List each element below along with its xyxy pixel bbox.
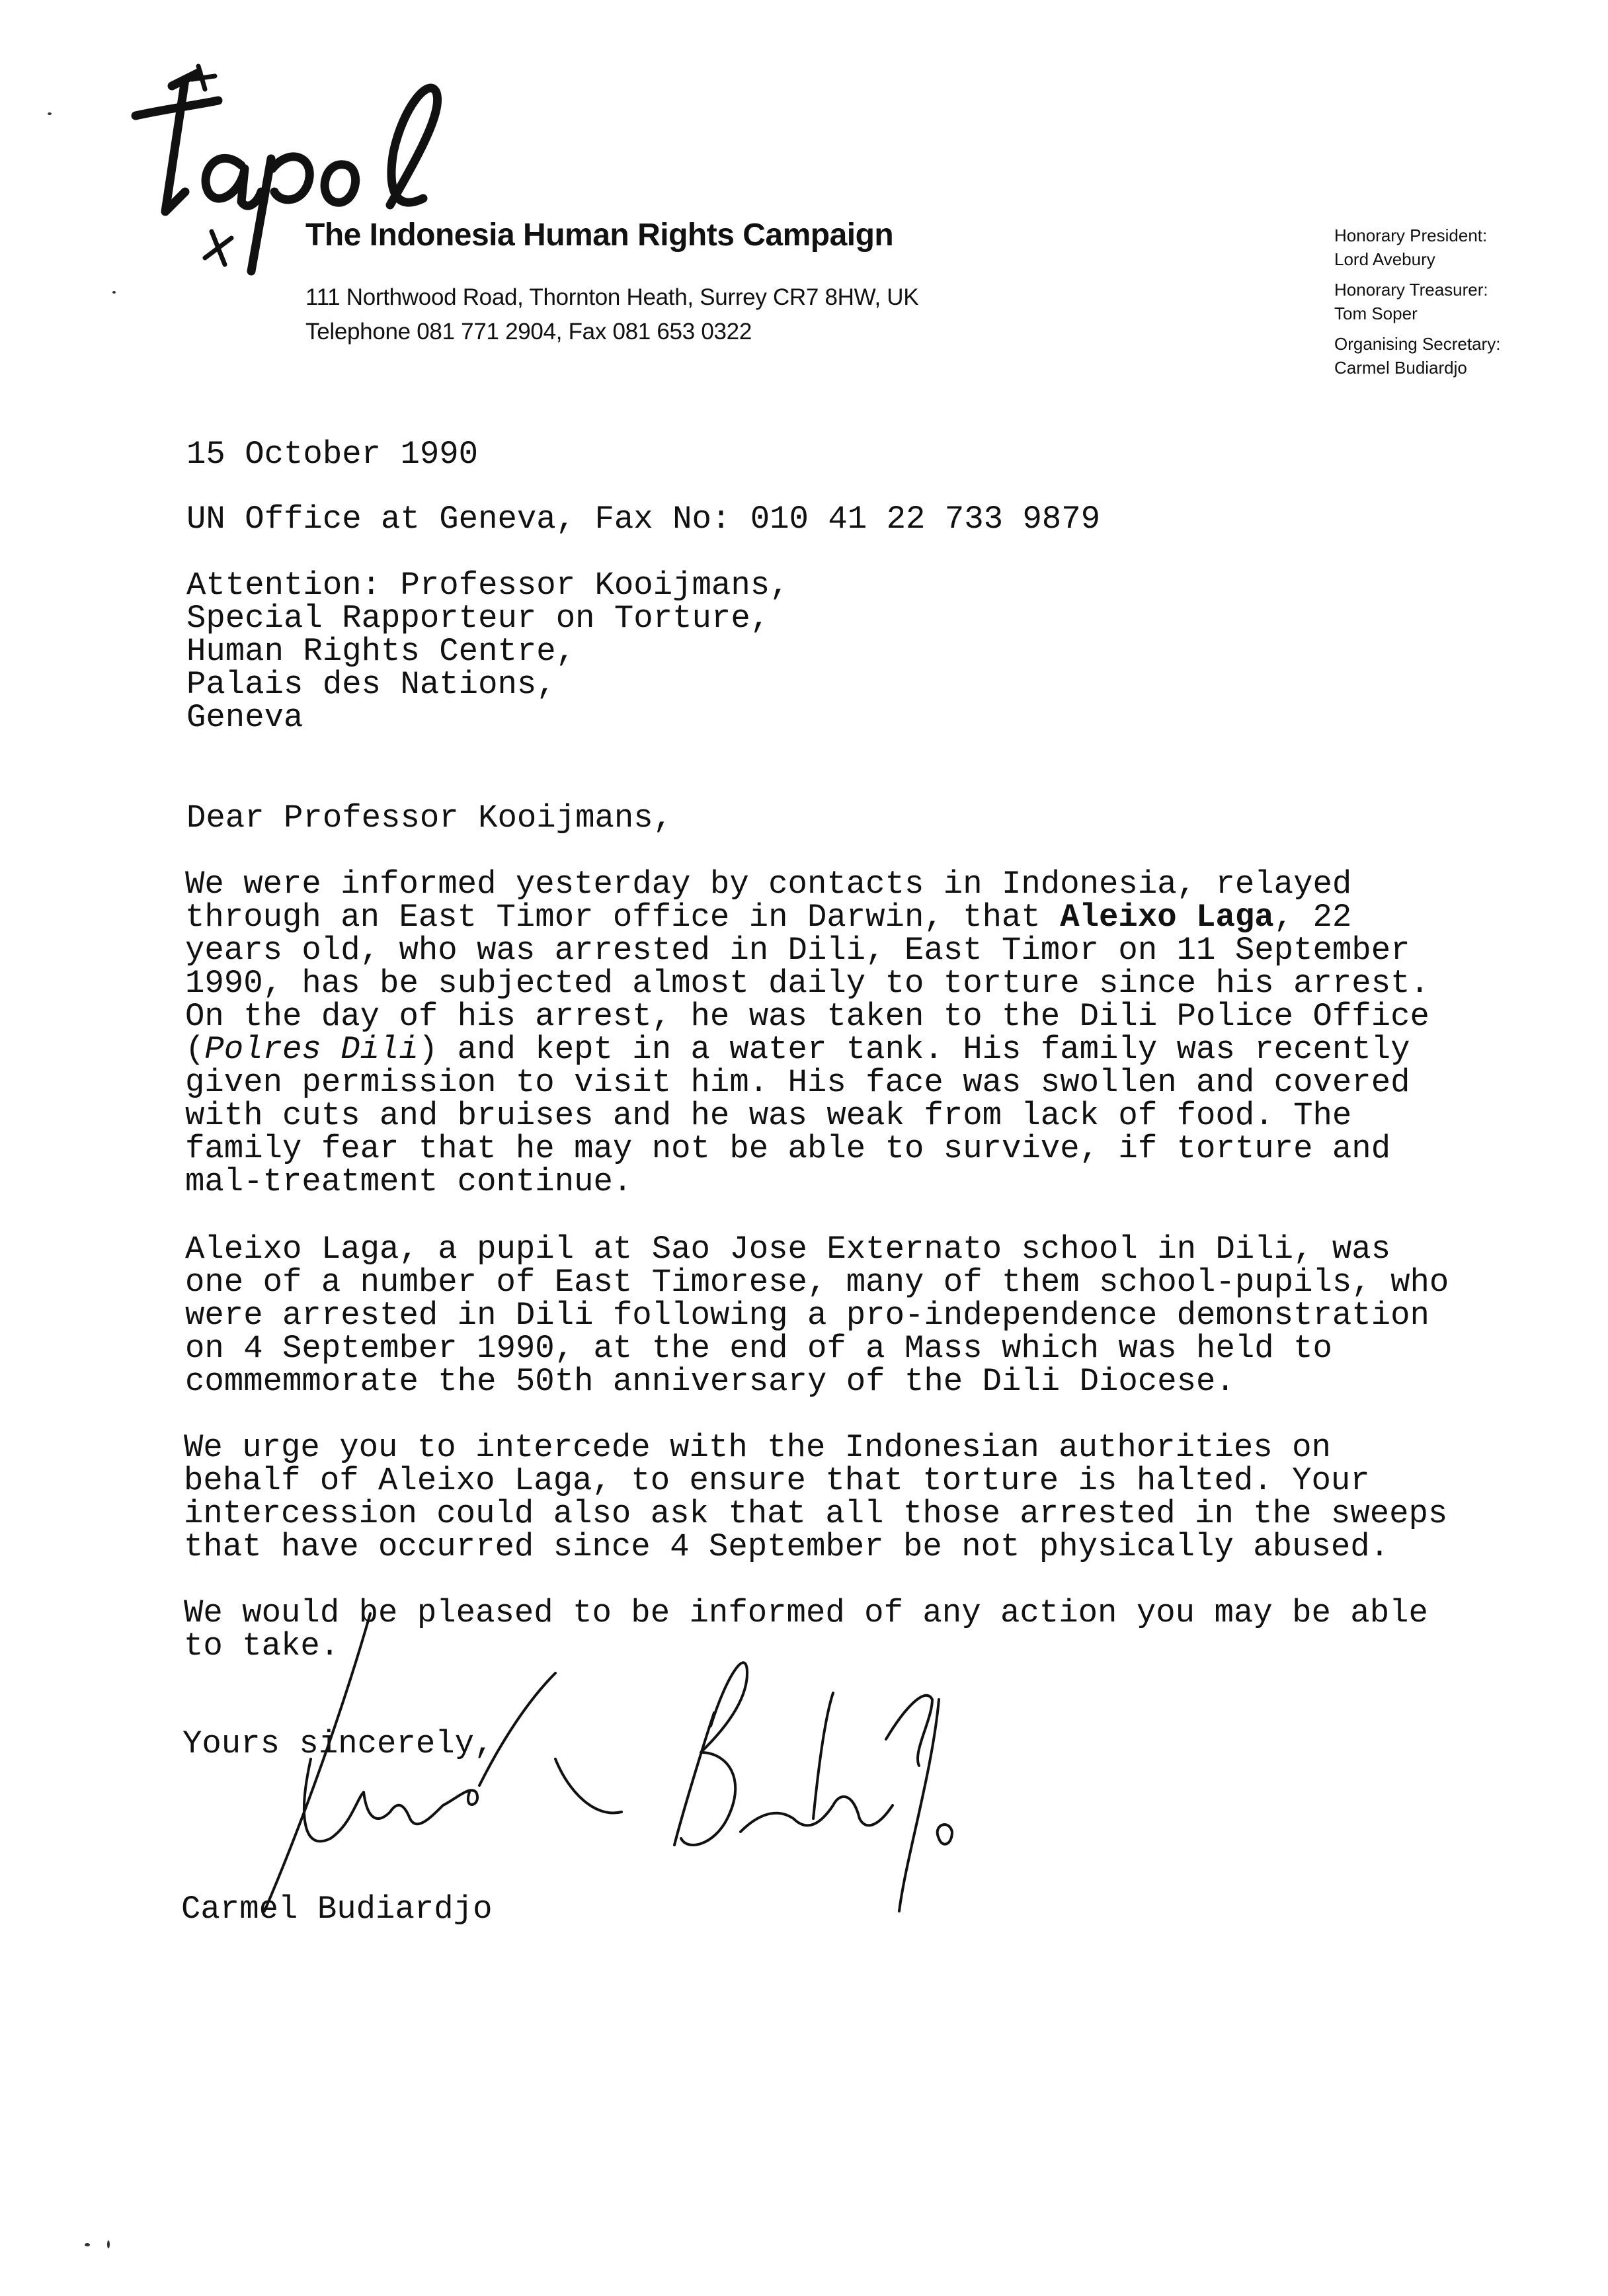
scan-speck (107, 2240, 110, 2248)
text-line: given permission to visit him. His face was swollen and covered (185, 1064, 1410, 1101)
text-line: mal-treatment continue. (185, 1163, 633, 1200)
text-line: commemmorate the 50th anniversary of the Dili Diocese. (185, 1363, 1235, 1400)
detainee-name: Aleixo Laga (1060, 899, 1274, 936)
text-line: were arrested in Dili following a pro-independence demonstration (185, 1297, 1429, 1334)
officer-name: Carmel Budiardjo (1334, 358, 1467, 378)
officer-name: Tom Soper (1334, 304, 1418, 323)
text-line (185, 901, 1429, 934)
officers-list (1334, 224, 1500, 386)
salutation: Dear Professor Kooijmans, (186, 800, 673, 837)
text-span: , 22 (1273, 899, 1352, 936)
officer-role: Honorary Treasurer: (1334, 280, 1488, 300)
signer-name: Carmel Budiardjo (181, 1891, 493, 1928)
officer-treasurer (1334, 278, 1500, 325)
officer-role: Honorary President: (1334, 226, 1488, 245)
officer-name: Lord Avebury (1334, 249, 1435, 269)
text-line: Aleixo Laga, a pupil at Sao Jose Externato school in Dili, was (185, 1231, 1391, 1268)
scan-speck (48, 112, 52, 115)
recipient-address (186, 569, 789, 734)
paragraph-1 (185, 868, 1429, 1198)
organization-name: The Indonesia Human Rights Campaign (305, 218, 894, 253)
text-line (185, 1033, 1429, 1066)
scan-speck (112, 291, 116, 294)
address-line: Special Rapporteur on Torture, (186, 600, 770, 637)
text-span: through an East Timor office in Darwin, that (185, 899, 1061, 936)
text-line: one of a number of East Timorese, many of them school-pupils, who (185, 1264, 1449, 1301)
text-line: years old, who was arrested in Dili, East Timor on 11 September (185, 932, 1410, 969)
organization-phone-fax: Telephone 081 771 2904, Fax 081 653 0322 (305, 319, 752, 345)
officer-president (1334, 224, 1500, 271)
text-line: 1990, has be subjected almost daily to torture since his arrest. (185, 965, 1429, 1002)
text-line: On the day of his arrest, he was taken to the Dili Police Office (185, 998, 1429, 1035)
text-line: family fear that he may not be able to survive, if torture and (185, 1130, 1391, 1167)
text-line: with cuts and bruises and he was weak from lack of food. The (185, 1097, 1352, 1134)
paragraph-2 (185, 1233, 1449, 1398)
address-line: Attention: Professor Kooijmans, (186, 567, 789, 604)
address-line: Geneva (186, 699, 303, 736)
text-span: ) and kept in a water tank. His family was recently (418, 1031, 1410, 1068)
text-line: intercession could also ask that all those arrested in the sweeps (184, 1495, 1448, 1532)
recipient-fax-line: UN Office at Geneva, Fax No: 010 41 22 733 9879 (186, 501, 1101, 538)
text-line: on 4 September 1990, at the end of a Mass which was held to (185, 1330, 1332, 1367)
address-line: Human Rights Centre, (186, 633, 576, 670)
organization-address: 111 Northwood Road, Thornton Heath, Surrey CR7 8HW, UK (305, 284, 919, 310)
text-line: to take. (184, 1627, 340, 1664)
text-line: We would be pleased to be informed of any action you may be able (184, 1594, 1428, 1631)
text-line: We urge you to intercede with the Indonesian authorities on (184, 1429, 1331, 1466)
address-line: Palais des Nations, (186, 666, 556, 703)
handwritten-signature (225, 1541, 1018, 1951)
police-office-name: Polres Dili (204, 1031, 419, 1068)
text-line: that have occurred since 4 September be not physically abused. (184, 1528, 1390, 1565)
officer-secretary (1334, 332, 1500, 380)
text-line: behalf of Aleixo Laga, to ensure that torture is halted. Your (184, 1462, 1370, 1499)
scan-speck (85, 2243, 90, 2246)
officer-role: Organising Secretary: (1334, 334, 1501, 354)
text-line: We were informed yesterday by contacts in Indonesia, relayed (185, 866, 1352, 903)
letter-date: 15 October 1990 (186, 436, 479, 473)
text-span: ( (185, 1031, 205, 1068)
closing: Yours sincerely, (182, 1725, 494, 1762)
